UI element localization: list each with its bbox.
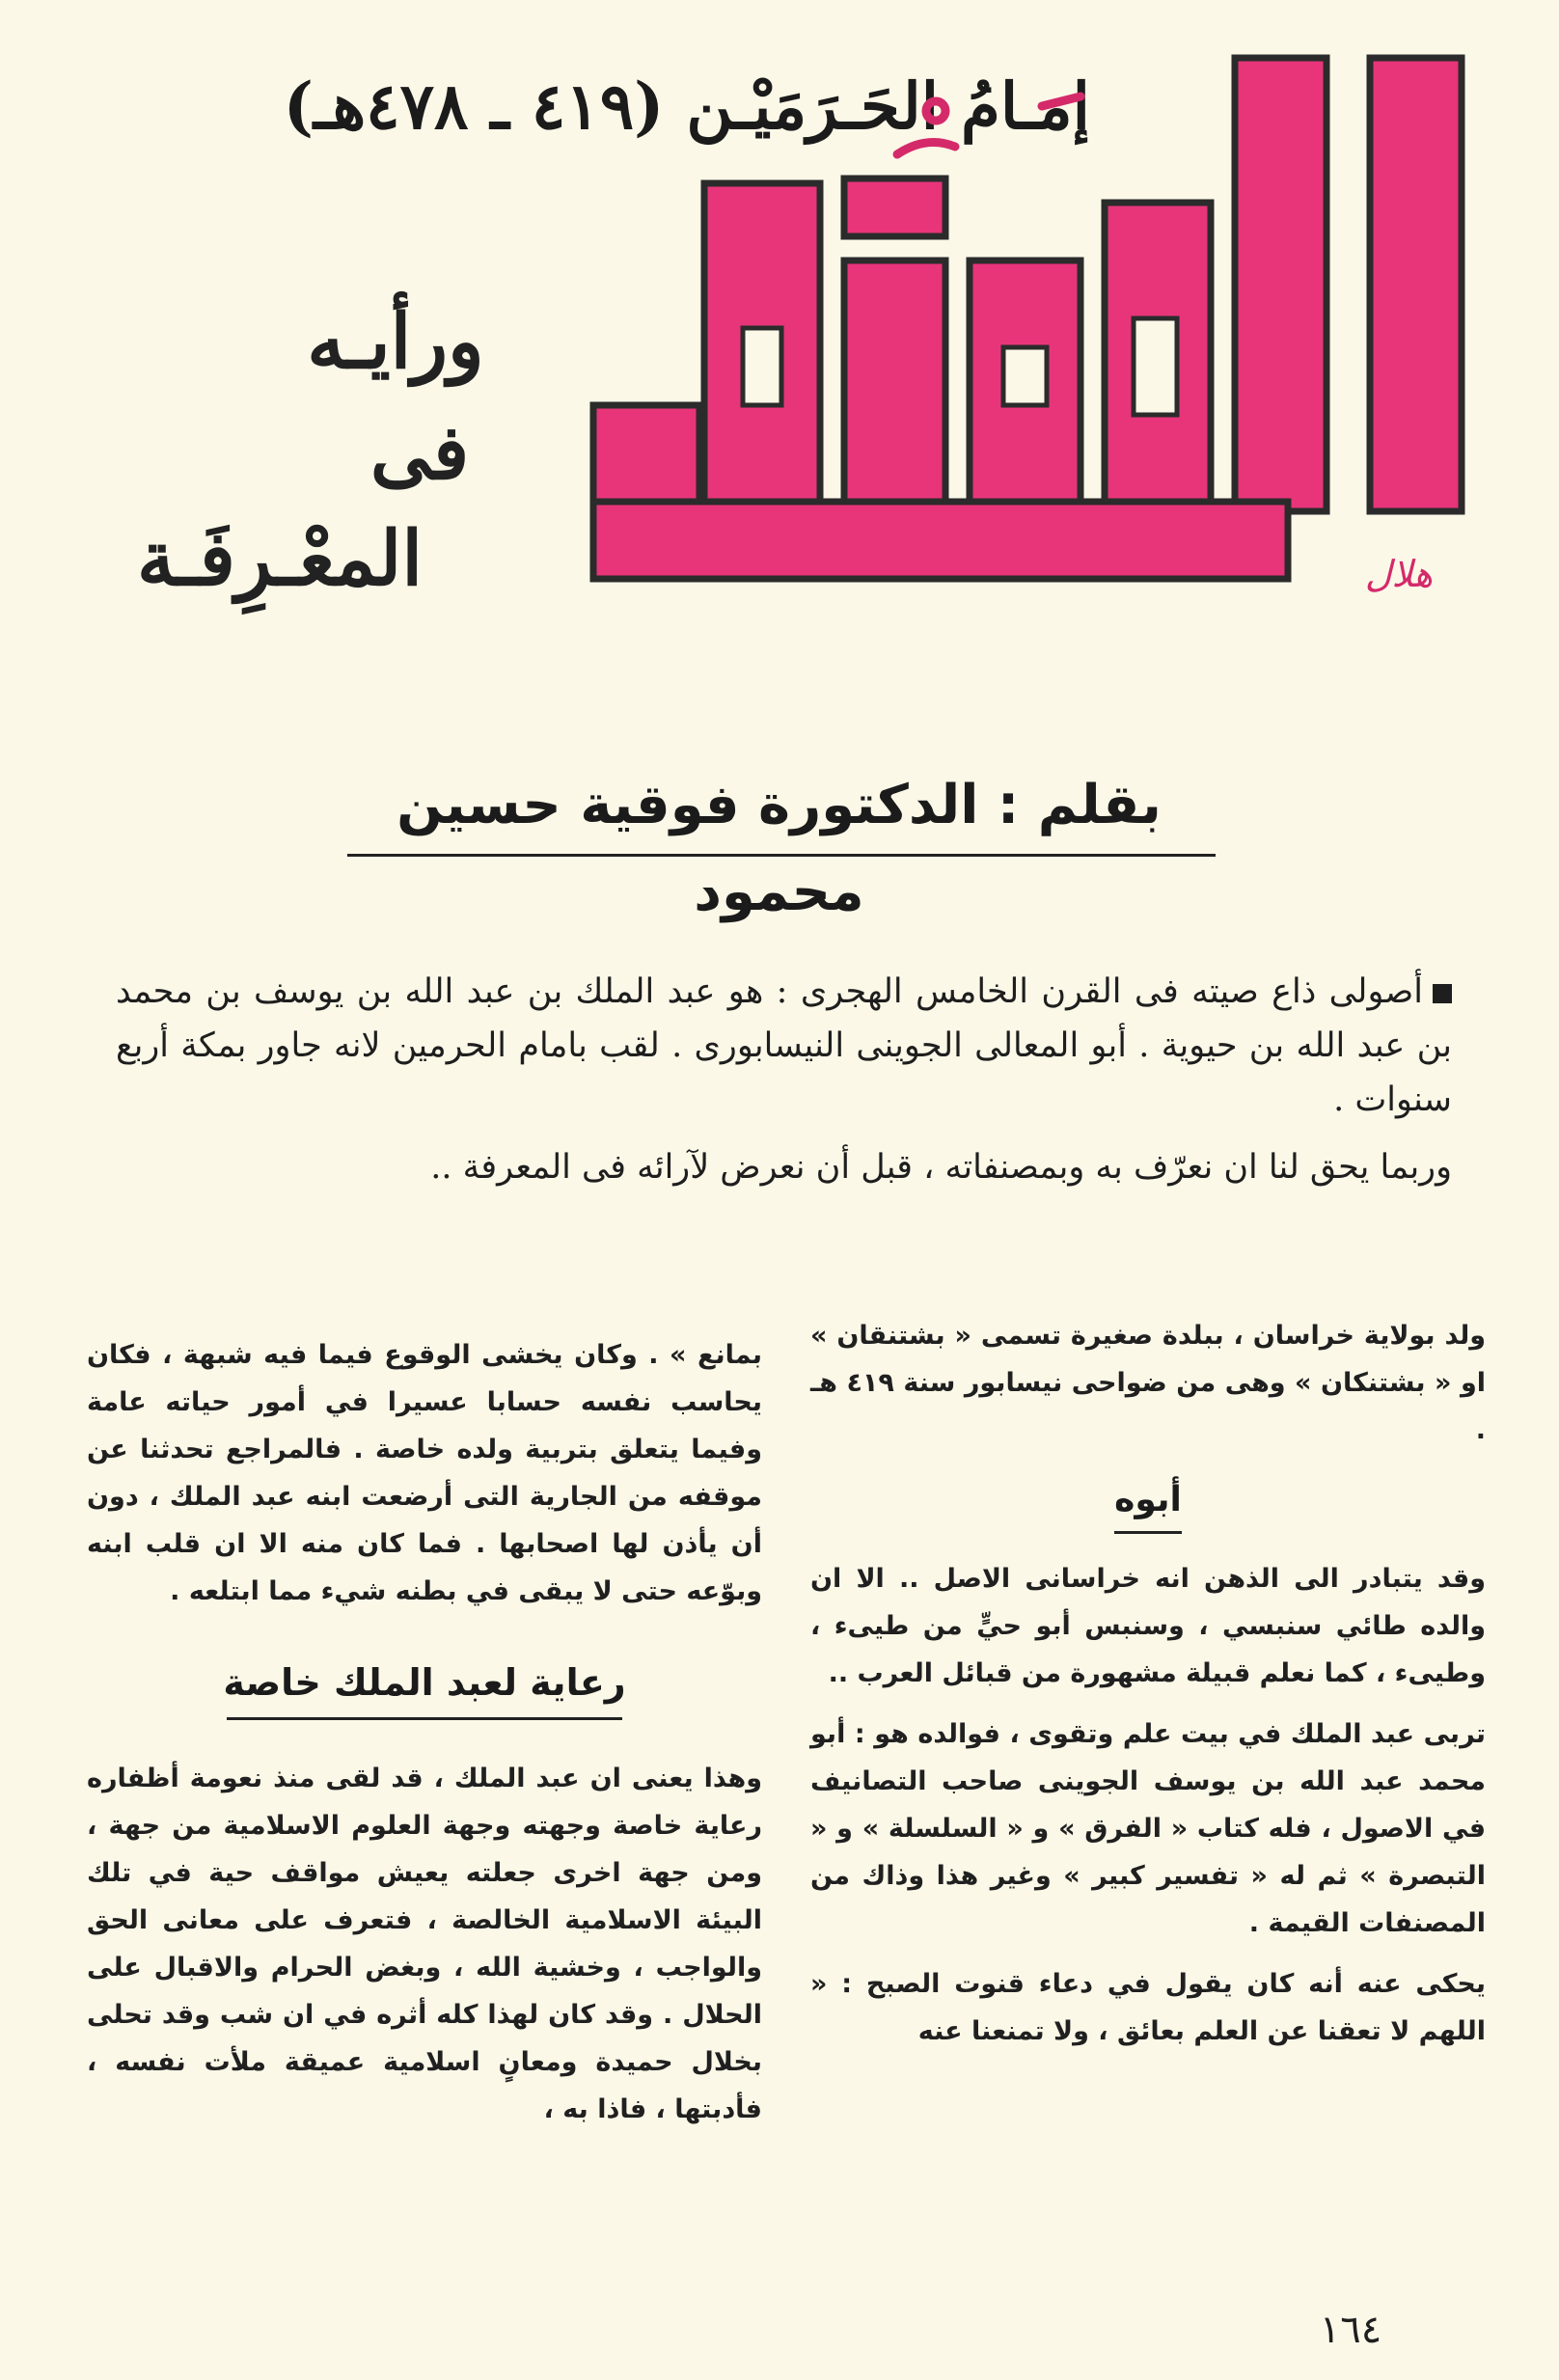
heading-underline: [1114, 1531, 1182, 1534]
artist-signature: هلال: [1364, 553, 1434, 595]
prayer-paragraph: يحكى عنه أنه كان يقول في دعاء قنوت الصبح : « اللهم لا تعقنا عن العلم بعائق ، ولا تمنعنا عنه: [810, 1969, 1486, 2046]
subtitle-and-his-opinion: ورأيـه: [307, 298, 484, 386]
subtitle-knowledge: المعْـرِفَـة: [136, 515, 423, 603]
right-column: [810, 1312, 1486, 2068]
header-imam-line: إمـامُ الحَـرَمَيْـن (٤١٩ ـ ٤٧٨هـ): [283, 68, 1090, 144]
intro-section: [116, 965, 1452, 1208]
lineage-paragraph: وقد يتبادر الى الذهن انه خراسانى الاصل .. الا ان والده طائي سنبسي ، وسنبس أبو حيٍّ من طيىء ، وطيىء ، كما نعلم قبيلة مشهورة من قبائل العرب ..: [810, 1564, 1486, 1688]
care-paragraph: وهذا يعنى ان عبد الملك ، قد لقى منذ نعومة أظفاره رعاية خاصة وجهته وجهة العلوم الاسلامية من جهة ، ومن جهة اخرى جعلته يعيش مواقف حية في تلك البيئة الاسلامية الخالصة ، فتعرف على معانى الحق والواجب ، وخشية الله ، وبغض الحرام والاقبال على الحلال . وقد كان لهذا كله أثره في ان شب وقد تحلى بخلال حميدة ومعانٍ اسلامية عميقة ملأت نفسه ، فأدبتها ، فاذا به ،: [87, 1764, 762, 2124]
section-heading-care: رعاية لعبد الملك خاصة: [223, 1661, 626, 1704]
author-byline: بقلم : الدكتورة فوقية حسين محمود: [397, 774, 1162, 923]
byline-underline: [347, 854, 1216, 857]
left-column: [87, 1331, 762, 2147]
intro-paragraph-1-text: أصولى ذاع صيته فى القرن الخامس الهجرى : هو عبد الملك بن عبد الله بن يوسف بن محمد بن عبد الله بن حيوية . أبو المعالى الجوينى النيسابورى . لقب بامام الحرمين لانه جاور بمكة أربع سنوات .: [116, 972, 1452, 1119]
intro-paragraph-2: وربما يحق لنا ان نعرّف به وبمصنفاته ، قبل أن نعرض لآرائه فى المعرفة ..: [430, 1148, 1452, 1187]
intro-paragraph-1: [116, 965, 1452, 1127]
birth-paragraph: ولد بولاية خراسان ، ببلدة صغيرة تسمى « بشتنقان » او « بشتنكان » وهى من ضواحى نيسابور سنة ٤١٩ هـ .: [810, 1321, 1486, 1445]
heading-underline: [227, 1717, 622, 1720]
upbringing-paragraph: تربى عبد الملك في بيت علم وتقوى ، فوالده هو : أبو محمد عبد الله بن يوسف الجوينى صاحب التصانيف في الاصول ، فله كتاب « الفرق » و « السلسلة » و « التبصرة » ثم له « تفسير كبير » وغير هذا وذاك من المصنفات القيمة .: [810, 1719, 1486, 1938]
title-logo: [502, 39, 1505, 617]
page-number: ١٦٤: [1319, 2308, 1382, 2352]
piety-paragraph: بمانع » . وكان يخشى الوقوع فيما فيه شبهة ، فكان يحاسب نفسه حسابا عسيرا في أمور حياته عامة وفيما يتعلق بتربية ولده خاصة . فالمراجع تحدثنا عن موقفه من الجارية التى أرضعت ابنه عبد الملك ، دون أن يأذن لها اصحابها . فما كان منه الا ان قلب ابنه وبوّعه حتى لا يبقى في بطنه شيء مما ابتلعه .: [87, 1340, 762, 1606]
title-blocks-graphic: [502, 39, 1505, 617]
square-bullet-icon: [1433, 984, 1452, 1003]
section-heading-father: أبوه: [1114, 1480, 1182, 1519]
subtitle-in: فى: [369, 409, 470, 497]
